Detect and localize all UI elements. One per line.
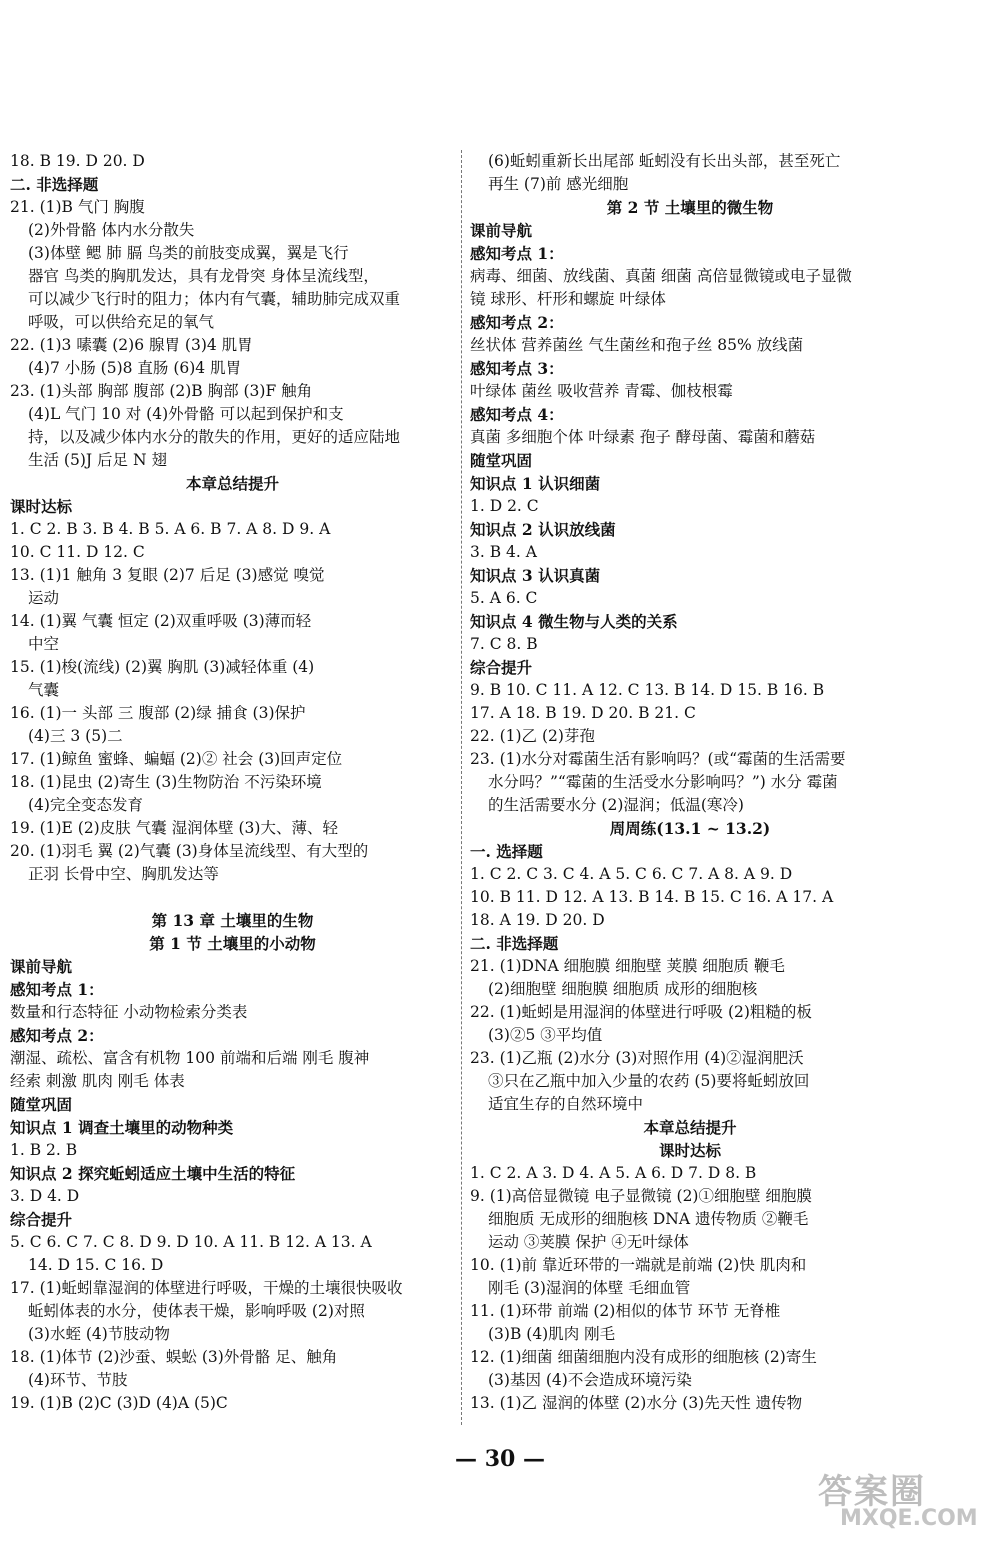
answer-line: 感知考点 1：: [10, 980, 104, 999]
answer-line: 中空: [28, 635, 60, 653]
answer-line: 23. (1)乙瓶 (2)水分 (3)对照作用 (4)②湿润肥沃: [470, 1049, 804, 1067]
answer-line: 15. (1)梭(流线) (2)翼 胸肌 (3)减轻体重 (4): [10, 658, 315, 676]
answer-line: (3)水蛭 (4)节肢动物: [28, 1325, 170, 1343]
answer-line: 知识点 1 认识细菌: [470, 474, 601, 493]
page-number: — 30 —: [455, 1446, 545, 1472]
answer-line: 经索 刺激 肌肉 刚毛 体表: [10, 1072, 185, 1090]
answer-line: 知识点 1 调查土壤里的动物种类: [10, 1118, 234, 1137]
answer-line: 气囊: [28, 681, 60, 699]
answer-line: (3)B (4)肌肉 刚毛: [488, 1325, 616, 1343]
answer-line: 知识点 2 探究蚯蚓适应土壤中生活的特征: [10, 1164, 296, 1183]
answer-line: 器官 鸟类的胸肌发达，具有龙骨突 身体呈流线型，: [28, 267, 379, 285]
answer-line: 细胞质 无成形的细胞核 DNA 遗传物质 ②鞭毛: [488, 1210, 809, 1228]
answer-line: 18. B 19. D 20. D: [10, 152, 145, 170]
answer-line: (2)细胞壁 细胞膜 细胞质 成形的细胞核: [488, 980, 758, 998]
answer-line: 数量和行态特征 小动物检索分类表: [10, 1003, 248, 1021]
answer-line: 第 13 章 土壤里的生物: [151, 911, 314, 930]
answer-line: 知识点 3 认识真菌: [470, 566, 601, 585]
answer-line: 22. (1)蚯蚓是用湿润的体壁进行呼吸 (2)粗糙的板: [470, 1003, 812, 1021]
answer-line: 综合提升: [10, 1210, 73, 1229]
answer-line: 潮湿、疏松、富含有机物 100 前端和后端 刚毛 腹神: [10, 1049, 370, 1067]
column-divider: [461, 150, 462, 1425]
answer-line: 18. (1)体节 (2)沙蚕、蜈蚣 (3)外骨骼 足、触角: [10, 1348, 338, 1366]
answer-line: 再生 (7)前 感光细胞: [488, 175, 629, 193]
answer-line: 22. (1)3 嗉囊 (2)6 腺胃 (3)4 肌胃: [10, 336, 253, 354]
answer-line: 周周练(13.1 ~ 13.2): [609, 819, 771, 838]
watermark-logo: [800, 1460, 980, 1538]
answer-line: (4)L 气门 10 对 (4)外骨骼 可以起到保护和支: [28, 405, 344, 423]
answer-line: 21. (1)DNA 细胞膜 细胞壁 荚膜 细胞质 鞭毛: [470, 957, 785, 975]
answer-line: 19. (1)E (2)皮肤 气囊 湿润体壁 (3)大、薄、轻: [10, 819, 338, 837]
answer-line: 第 1 节 土壤里的小动物: [149, 934, 316, 953]
answer-line: 知识点 2 认识放线菌: [470, 520, 616, 539]
answer-line: 5. A 6. C: [470, 589, 538, 607]
answer-line: 持，以及减少体内水分的散失的作用，更好的适应陆地: [28, 428, 401, 446]
answer-line: 知识点 4 微生物与人类的关系: [470, 612, 678, 631]
answer-line: 随堂巩固: [10, 1095, 73, 1114]
answer-line: (2)外骨骼 体内水分散失: [28, 221, 195, 239]
answer-line: 镜 球形、杆形和螺旋 叶绿体: [470, 290, 666, 308]
answer-line: 19. (1)B (2)C (3)D (4)A (5)C: [10, 1394, 228, 1412]
answer-line: 1. C 2. A 3. D 4. A 5. A 6. D 7. D 8. B: [470, 1164, 757, 1182]
answer-line: 感知考点 2：: [10, 1026, 104, 1045]
answer-line: 本章总结提升: [643, 1118, 737, 1137]
answer-line: 21. (1)B 气门 胸腹: [10, 198, 145, 216]
answer-line: 14. D 15. C 16. D: [28, 1256, 164, 1274]
answer-line: 第 2 节 土壤里的微生物: [606, 198, 774, 217]
answer-line: 12. (1)细菌 细菌细胞内没有成形的细胞核 (2)寄生: [470, 1348, 817, 1366]
answer-line: 水分吗？”“霉菌的生活受水分影响吗？”) 水分 霉菌: [488, 773, 838, 791]
answer-line: 刚毛 (3)湿润的体壁 毛细血管: [488, 1279, 691, 1297]
answer-line: 23. (1)头部 胸部 腹部 (2)B 胸部 (3)F 触角: [10, 382, 313, 400]
answer-line: 叶绿体 菌丝 吸收营养 青霉、伽枝根霉: [470, 382, 733, 400]
answer-line: (4)三 3 (5)二: [28, 727, 123, 745]
answer-line: 感知考点 3：: [470, 359, 564, 378]
answer-line: (4)环节、节肢: [28, 1371, 128, 1389]
answer-line: 二. 非选择题: [10, 175, 99, 194]
answer-line: 可以减少飞行时的阻力；体内有气囊，辅助肺完成双重: [28, 290, 401, 308]
answer-line: 感知考点 4：: [470, 405, 564, 424]
answer-line: 病毒、细菌、放线菌、真菌 细菌 高倍显微镜或电子显微: [470, 267, 852, 285]
answer-line: [10, 886, 455, 909]
answer-line: 17. (1)蚯蚓靠湿润的体壁进行呼吸，干燥的土壤很快吸收: [10, 1279, 403, 1297]
answer-line: 的生活需要水分 (2)湿润；低温(寒冷): [488, 796, 744, 814]
answer-line: 课前导航: [470, 221, 533, 240]
answer-line: 18. A 19. D 20. D: [470, 911, 605, 929]
answer-line: 18. (1)昆虫 (2)寄生 (3)生物防治 不污染环境: [10, 773, 322, 791]
answer-line: 蚯蚓体表的水分，使体表干燥，影响呼吸 (2)对照: [28, 1302, 365, 1320]
answer-line: 1. C 2. C 3. C 4. A 5. C 6. C 7. A 8. A 9. D: [470, 865, 793, 883]
answer-line: 运动 ③荚膜 保护 ④无叶绿体: [488, 1233, 689, 1251]
answer-line: (4)7 小肠 (5)8 直肠 (6)4 肌胃: [28, 359, 242, 377]
answer-line: 感知考点 1：: [470, 244, 564, 263]
answer-line: (3)体壁 鳃 肺 膈 鸟类的前肢变成翼，翼是飞行: [28, 244, 349, 262]
answer-line: 课时达标: [658, 1141, 721, 1160]
answer-line: 课时达标: [10, 497, 73, 516]
answer-line: 13. (1)乙 湿润的体壁 (2)水分 (3)先天性 遗传物: [470, 1394, 803, 1412]
answer-line: (4)完全变态发育: [28, 796, 143, 814]
answer-line: (6)蚯蚓重新长出尾部 蚯蚓没有长出头部，甚至死亡: [488, 152, 841, 170]
answer-line: (3)基因 (4)不会造成环境污染: [488, 1371, 692, 1389]
answer-line: 10. C 11. D 12. C: [10, 543, 145, 561]
answer-line: 本章总结提升: [185, 474, 279, 493]
answer-line: 23. (1)水分对霉菌生活有影响吗？(或“霉菌的生活需要: [470, 750, 846, 768]
answer-line: 17. (1)鲸鱼 蜜蜂、蝙蝠 (2)② 社会 (3)回声定位: [10, 750, 343, 768]
answer-line: 7. C 8. B: [470, 635, 538, 653]
answer-line: 适宜生存的自然环境中: [488, 1095, 644, 1113]
answer-line: 感知考点 2：: [470, 313, 564, 332]
answer-line: 综合提升: [470, 658, 533, 677]
answer-line: 17. A 18. B 19. D 20. B 21. C: [470, 704, 696, 722]
answer-line: 丝状体 营养菌丝 气生菌丝和孢子丝 85% 放线菌: [470, 336, 804, 354]
answer-line: 3. D 4. D: [10, 1187, 80, 1205]
answer-line: 1. C 2. B 3. B 4. B 5. A 6. B 7. A 8. D 9. A: [10, 520, 331, 538]
answer-line: 13. (1)1 触角 3 复眼 (2)7 后足 (3)感觉 嗅觉: [10, 566, 325, 584]
answer-line: 10. (1)前 靠近环带的一端就是前端 (2)快 肌肉和: [470, 1256, 807, 1274]
answer-line: 14. (1)翼 气囊 恒定 (2)双重呼吸 (3)薄而轻: [10, 612, 312, 630]
answer-line: 22. (1)乙 (2)芽孢: [470, 727, 595, 745]
answer-line: 9. (1)高倍显微镜 电子显微镜 (2)①细胞壁 细胞膜: [470, 1187, 812, 1205]
answer-line: 5. C 6. C 7. C 8. D 9. D 10. A 11. B 12. A 13. A: [10, 1233, 372, 1251]
answer-line: 呼吸，可以供给充足的氧气: [28, 313, 215, 331]
answer-line: 10. B 11. D 12. A 13. B 14. B 15. C 16. A 17. A: [470, 888, 834, 906]
answer-line: 随堂巩固: [470, 451, 533, 470]
answer-line: 一. 选择题: [470, 842, 543, 861]
answer-line: 1. D 2. C: [470, 497, 539, 515]
answer-line: 二. 非选择题: [470, 934, 559, 953]
right-column: [470, 150, 910, 1415]
answer-line: 11. (1)环带 前端 (2)相似的体节 环节 无脊椎: [470, 1302, 781, 1320]
answer-line: 16. (1)一 头部 三 腹部 (2)绿 捕食 (3)保护: [10, 704, 306, 722]
answer-line: 9. B 10. C 11. A 12. C 13. B 14. D 15. B 16. B: [470, 681, 825, 699]
left-column: [10, 150, 455, 1415]
answer-line: (3)②5 ③平均值: [488, 1026, 603, 1044]
answer-line: 正羽 长骨中空、胸肌发达等: [28, 865, 219, 883]
watermark-mark: 答案圈: [818, 1472, 926, 1512]
answer-line: 运动: [28, 589, 60, 607]
answer-line: 1. B 2. B: [10, 1141, 78, 1159]
answer-line: ③只在乙瓶中加入少量的农药 (5)要将蚯蚓放回: [488, 1072, 810, 1090]
watermark-url: MXQE.COM: [840, 1506, 978, 1531]
answer-line: 真菌 多细胞个体 叶绿素 孢子 酵母菌、霉菌和蘑菇: [470, 428, 816, 446]
answer-line: 课前导航: [10, 957, 73, 976]
answer-line: 20. (1)羽毛 翼 (2)气囊 (3)身体呈流线型、有大型的: [10, 842, 369, 860]
answer-line: 3. B 4. A: [470, 543, 537, 561]
answer-line: 生活 (5)J 后足 N 翅: [28, 451, 167, 469]
